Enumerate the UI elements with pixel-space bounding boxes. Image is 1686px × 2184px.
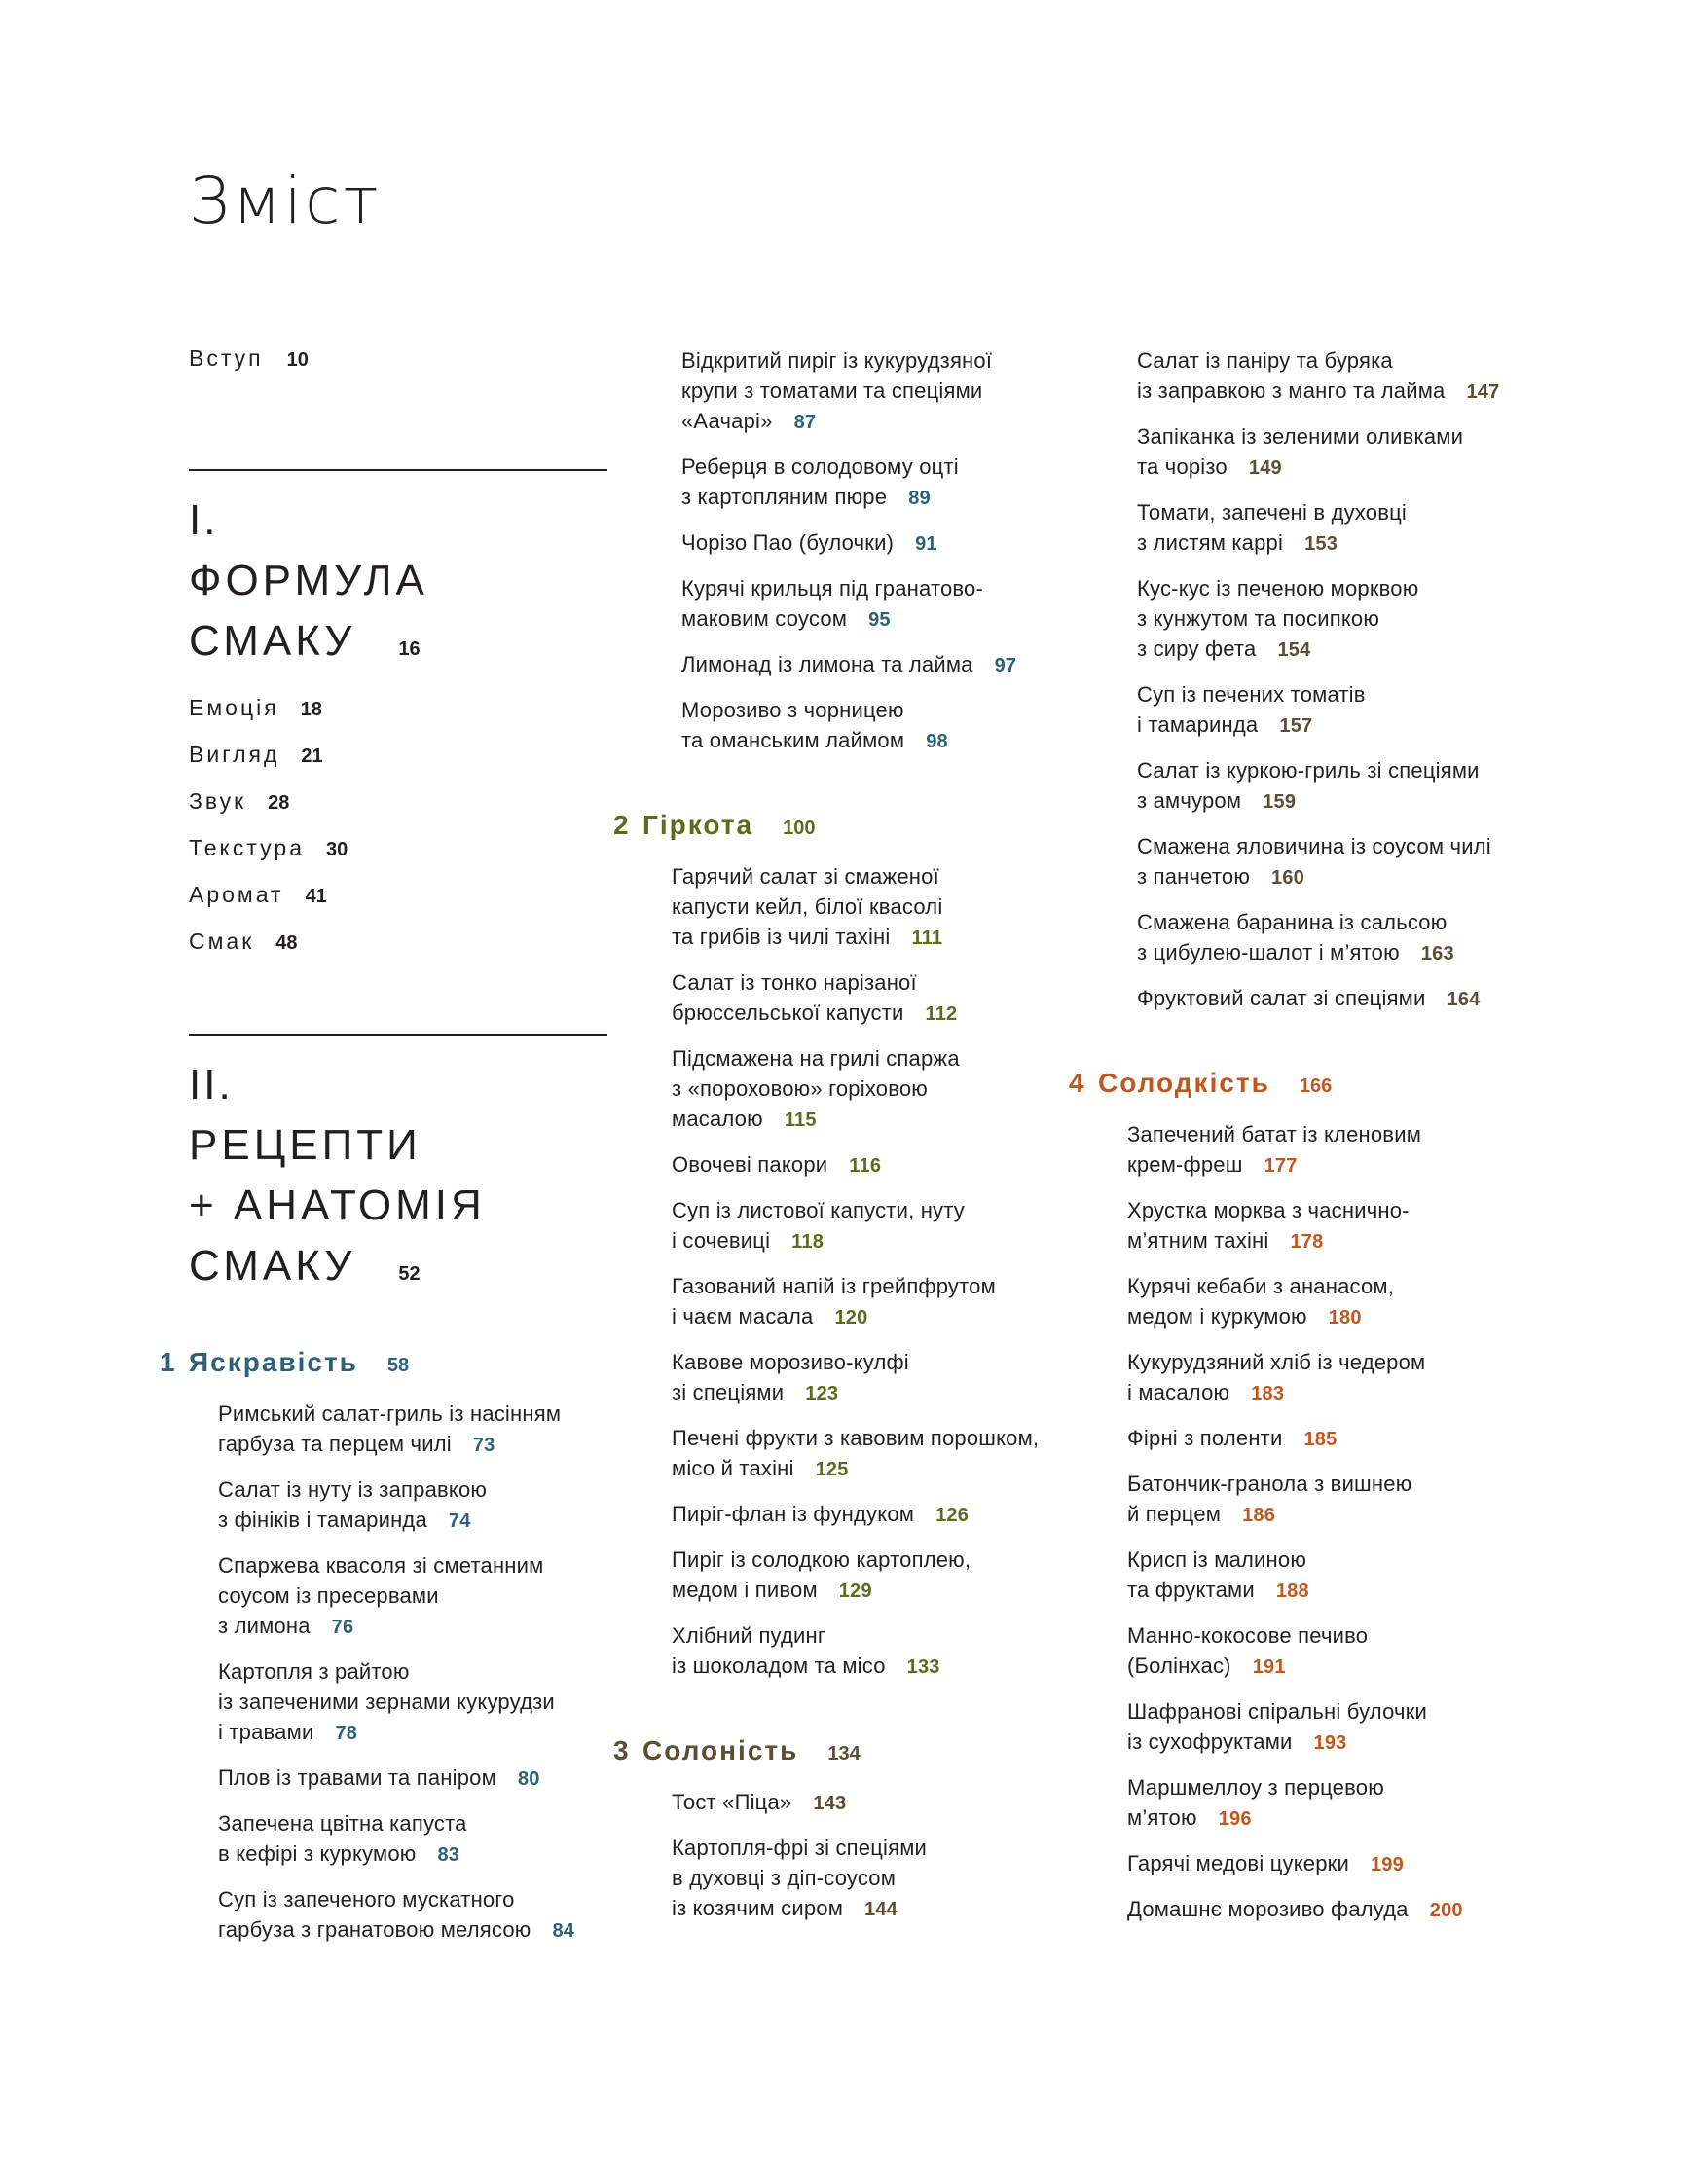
toc-entry-line: Реберця в солодовому оцті — [681, 455, 959, 479]
toc-entry[interactable] — [672, 1545, 1090, 1607]
toc-entry-line: Печені фрукти з кавовим порошком, — [672, 1426, 1040, 1450]
toc-entry-line: маковим соусом — [681, 606, 848, 631]
toc-entry-line: Плов із травами та паніром — [218, 1765, 496, 1790]
toc-entry[interactable] — [1127, 1195, 1556, 1257]
toc-entry-line: із сухофруктами — [1127, 1729, 1293, 1754]
toc-entry-line: Гарячі медові цукерки — [1127, 1851, 1349, 1875]
toc-entry[interactable] — [672, 1620, 1090, 1683]
section-saltiness-continued — [1137, 346, 1556, 1015]
part1-item-label: Текстура — [189, 835, 305, 860]
toc-entry-line: Римський салат-гриль із насінням — [218, 1401, 562, 1426]
toc-entry[interactable] — [218, 1884, 607, 1947]
part2-page: 52 — [398, 1263, 421, 1285]
toc-entry-page: 97 — [994, 655, 1017, 676]
toc-entry-line: Крисп із малиною — [1127, 1547, 1307, 1572]
toc-entry-page: 87 — [793, 412, 817, 433]
toc-entry[interactable] — [1127, 1696, 1556, 1759]
toc-entry[interactable] — [681, 346, 1090, 438]
toc-entry-page: 89 — [908, 488, 931, 509]
toc-entry-line: Лимонад із лимона та лайма — [681, 652, 973, 676]
toc-entry-line: в кефірі з куркумою — [218, 1841, 417, 1866]
toc-entry[interactable] — [1137, 497, 1556, 560]
toc-entry-page: 180 — [1328, 1307, 1362, 1329]
toc-entry-page: 160 — [1271, 867, 1305, 889]
toc-entry-line: Гарячий салат зі смаженої — [672, 864, 939, 889]
toc-entry-page: 91 — [915, 533, 937, 555]
section-brightness-continued — [681, 346, 1090, 757]
toc-entry-line: Картопля з райтою — [218, 1659, 410, 1684]
part1-item[interactable] — [189, 685, 607, 732]
part1-item-page: 18 — [300, 699, 322, 720]
toc-entry-page: 83 — [437, 1844, 460, 1866]
toc-entry[interactable] — [672, 967, 1090, 1030]
toc-entry[interactable] — [672, 1787, 1090, 1819]
toc-entry-page: 188 — [1275, 1581, 1309, 1602]
toc-entry-line: з цибулею-шалот і м’ятою — [1137, 940, 1400, 965]
toc-entry-line: Батончик-гранола з вишнею — [1127, 1472, 1412, 1496]
toc-entry[interactable] — [681, 573, 1090, 636]
toc-entry[interactable] — [672, 861, 1090, 954]
toc-entry-page: 129 — [838, 1581, 872, 1602]
toc-entry-line: і сочевиці — [672, 1228, 771, 1253]
toc-entry-line: із запеченими зернами кукурудзи — [218, 1690, 555, 1714]
toc-entry[interactable] — [1127, 1119, 1556, 1182]
section-title: Солоність — [642, 1735, 799, 1765]
toc-entry-line: Салат із куркою-гриль зі спеціями — [1137, 758, 1480, 783]
toc-entry[interactable] — [672, 1833, 1090, 1925]
section-entries — [672, 861, 1090, 1683]
toc-entry-line: й перцем — [1127, 1502, 1222, 1526]
toc-entry-line: «Аачарі» — [681, 409, 773, 433]
toc-entry-line: Маршмеллоу з перцевою — [1127, 1775, 1384, 1800]
toc-entry-page: 78 — [335, 1723, 358, 1744]
toc-entry[interactable] — [1127, 1347, 1556, 1409]
toc-entry-page: 115 — [784, 1110, 817, 1131]
intro-page: 10 — [286, 349, 309, 371]
toc-entry-line: з амчуром — [1137, 788, 1242, 813]
section-index: 1 — [160, 1347, 177, 1377]
toc-entry[interactable] — [218, 1550, 607, 1643]
toc-entry-line: Курячі крильця під гранатово- — [681, 576, 984, 601]
part2-title-line — [189, 1236, 607, 1304]
toc-entry-line: Чорізо Пао (булочки) — [681, 530, 895, 555]
toc-entry-page: 199 — [1370, 1854, 1404, 1875]
toc-entry-line: зі спеціями — [672, 1380, 785, 1404]
toc-entry[interactable] — [218, 1656, 607, 1749]
toc-entry[interactable] — [218, 1763, 607, 1795]
toc-entry-line: Підсмажена на грилі спаржа — [672, 1046, 960, 1071]
part1-item-page: 28 — [268, 792, 290, 814]
toc-entry[interactable] — [672, 1195, 1090, 1257]
toc-entry[interactable] — [1127, 1271, 1556, 1333]
toc-entry-page: 120 — [834, 1307, 868, 1329]
toc-entry-page: 200 — [1429, 1900, 1463, 1921]
toc-entry-line: Спаржева квасоля зі сметанним — [218, 1553, 544, 1578]
toc-entry-line: з лимона — [218, 1614, 311, 1638]
toc-entry-page: 178 — [1290, 1231, 1324, 1253]
toc-entry-line: крем-фреш — [1127, 1152, 1243, 1177]
toc-entry[interactable] — [672, 1499, 1090, 1531]
part2-title-line-text: СМАКУ — [189, 1242, 356, 1290]
toc-entry[interactable] — [1137, 573, 1556, 666]
section-entries — [1127, 1119, 1556, 1926]
toc-entry-page: 183 — [1251, 1383, 1285, 1404]
section-sweetness — [1069, 1064, 1556, 1926]
toc-entry[interactable] — [1137, 679, 1556, 742]
part2-title-line: РЕЦЕПТИ — [189, 1121, 422, 1169]
toc-entry-line: із козячим сиром — [672, 1896, 844, 1920]
toc-entry-page: 123 — [805, 1383, 839, 1404]
toc-entry-line: Фірні з поленти — [1127, 1426, 1283, 1450]
toc-entry-line: і тамаринда — [1137, 712, 1259, 737]
toc-entry-line: Пиріг-флан із фундуком — [672, 1502, 915, 1526]
toc-column-3 — [1069, 346, 1556, 1940]
toc-column-2 — [613, 346, 1090, 1939]
toc-entry-page: 163 — [1420, 943, 1454, 965]
section-heading[interactable] — [1069, 1064, 1556, 1106]
toc-entry-line: Кавове морозиво-кулфі — [672, 1350, 909, 1374]
toc-entry-line: і чаєм масала — [672, 1304, 814, 1329]
section-brightness — [160, 1343, 607, 1947]
part1-page: 16 — [398, 638, 421, 660]
toc-entry-page: 80 — [517, 1768, 540, 1790]
section-entries — [218, 1399, 607, 1947]
toc-entry-line: з сиру фета — [1137, 637, 1257, 661]
toc-entry[interactable] — [1127, 1772, 1556, 1835]
toc-entry-line: Запечена цвітна капуста — [218, 1811, 467, 1836]
section-bitterness — [613, 806, 1090, 1683]
toc-entry-line: Хрустка морква з часнично- — [1127, 1198, 1410, 1222]
toc-entry-line: з кунжутом та посипкою — [1137, 606, 1380, 631]
toc-entry-page: 154 — [1277, 639, 1311, 661]
toc-entry-line: Морозиво з чорницею — [681, 698, 904, 722]
toc-entry-line: Суп із печених томатів — [1137, 682, 1366, 707]
toc-entry-line: Манно-кокосове печиво — [1127, 1623, 1369, 1648]
toc-entry-page: 84 — [552, 1920, 575, 1942]
toc-entry-line: Томати, запечені в духовці — [1137, 500, 1408, 525]
part1-item[interactable] — [189, 919, 607, 965]
section-page: 58 — [386, 1355, 410, 1376]
toc-entry-line: в духовці з діп-соусом — [672, 1866, 897, 1890]
toc-entry-line: та фруктами — [1127, 1578, 1255, 1602]
section-index: 4 — [1069, 1068, 1086, 1098]
toc-entry[interactable] — [1127, 1469, 1556, 1531]
toc-entry[interactable] — [218, 1474, 607, 1537]
part1-title-line-text: СМАКУ — [189, 617, 356, 665]
section-heading[interactable] — [613, 1731, 1090, 1773]
part1-item[interactable] — [189, 872, 607, 919]
toc-entry-line: медом і пивом — [672, 1578, 818, 1602]
toc-entry-line: гарбуза з гранатовою мелясою — [218, 1917, 531, 1942]
toc-entry-line: Відкритий пиріг із кукурудзяної — [681, 348, 993, 373]
toc-entry[interactable] — [681, 452, 1090, 514]
toc-entry[interactable] — [1137, 755, 1556, 818]
toc-entry-line: Тост «Піца» — [672, 1790, 792, 1814]
toc-entry-line: Пиріг із солодкою картоплею, — [672, 1547, 971, 1572]
toc-entry-page: 143 — [813, 1793, 847, 1814]
toc-entry-line: Домашнє морозиво фалуда — [1127, 1897, 1409, 1921]
section-heading[interactable] — [613, 806, 1090, 848]
intro-label: Вступ — [189, 346, 264, 371]
toc-entry[interactable] — [1127, 1545, 1556, 1607]
toc-entry-line: і масалою — [1127, 1380, 1230, 1404]
toc-entry[interactable] — [681, 528, 1090, 560]
toc-entry-line: Картопля-фрі зі спеціями — [672, 1836, 928, 1860]
toc-entry-page: 118 — [791, 1231, 825, 1253]
toc-entry-page: 191 — [1252, 1656, 1286, 1678]
section-index: 2 — [613, 810, 631, 840]
section-page: 100 — [783, 818, 816, 839]
part1-item-label: Аромат — [189, 882, 284, 907]
toc-entry-line: з картопляним пюре — [681, 485, 888, 509]
toc-entry-line: місо й тахіні — [672, 1456, 794, 1480]
toc-entry-line: Фруктовий салат зі спеціями — [1137, 986, 1426, 1010]
part1-item-label: Емоція — [189, 695, 279, 720]
toc-entry-line: та оманським лаймом — [681, 728, 905, 752]
part1-item[interactable] — [189, 825, 607, 872]
part1-item-page: 48 — [275, 932, 298, 954]
part1-item-page: 21 — [301, 746, 323, 767]
part2-divider — [189, 1034, 607, 1036]
toc-entry-line: з фініків і тамаринда — [218, 1508, 427, 1532]
section-heading[interactable] — [160, 1343, 607, 1385]
part1-item[interactable] — [189, 779, 607, 825]
toc-entry[interactable] — [1127, 1423, 1556, 1455]
page-title: Зміст — [189, 164, 382, 238]
toc-entry[interactable] — [1137, 346, 1556, 408]
toc-entry[interactable] — [672, 1043, 1090, 1136]
toc-entry[interactable] — [1127, 1620, 1556, 1683]
toc-entry-page: 157 — [1279, 715, 1313, 737]
toc-entry-line: Салат із тонко нарізаної — [672, 970, 917, 995]
toc-entry[interactable] — [672, 1271, 1090, 1333]
part1-item-page: 41 — [305, 886, 327, 907]
toc-entry-line: масалою — [672, 1107, 763, 1131]
toc-entry-line: Газований напій із грейпфрутом — [672, 1274, 996, 1298]
toc-entry-line: медом і куркумою — [1127, 1304, 1307, 1329]
section-saltiness — [613, 1731, 1090, 1925]
section-entries — [672, 1787, 1090, 1925]
toc-entry[interactable] — [1137, 831, 1556, 893]
toc-entry-page: 98 — [926, 731, 948, 752]
toc-entry-line: Кус-кус із печеною морквою — [1137, 576, 1419, 601]
toc-entry[interactable] — [218, 1399, 607, 1461]
toc-entry-page: 196 — [1218, 1808, 1252, 1830]
toc-entry-line: Смажена баранина із сальсою — [1137, 910, 1448, 934]
section-page: 166 — [1299, 1075, 1333, 1097]
part1-heading[interactable] — [189, 491, 607, 679]
toc-entry-intro[interactable] — [189, 346, 607, 372]
toc-entry[interactable] — [1127, 1848, 1556, 1880]
toc-entry-line: із шоколадом та місо — [672, 1654, 886, 1678]
toc-column-1 — [160, 346, 607, 1960]
part2-roman: II. — [189, 1061, 234, 1109]
toc-entry[interactable] — [1127, 1894, 1556, 1926]
toc-entry[interactable] — [681, 695, 1090, 757]
toc-entry-line: Курячі кебаби з ананасом, — [1127, 1274, 1395, 1298]
part1-items — [189, 685, 607, 965]
toc-entry[interactable] — [1137, 983, 1556, 1015]
section-page: 134 — [827, 1743, 861, 1765]
part2-title-line: + АНАТОМІЯ — [189, 1182, 486, 1229]
toc-entry-page: 116 — [849, 1155, 882, 1177]
part1-item-label: Смак — [189, 928, 255, 954]
toc-entry-line: з «пороховою» горіховою — [672, 1076, 928, 1101]
toc-entry-page: 193 — [1313, 1732, 1347, 1754]
part1-roman: I. — [189, 496, 219, 544]
toc-entry-line: Смажена яловичина із соусом чилі — [1137, 834, 1491, 858]
toc-entry-line: брюссельської капусти — [672, 1001, 904, 1025]
toc-entry-line: та чорізо — [1137, 455, 1228, 479]
toc-entry[interactable] — [218, 1808, 607, 1871]
part1-title-line: ФОРМУЛА — [189, 557, 428, 604]
toc-entry-line: м’ятою — [1127, 1805, 1197, 1830]
toc-entry-page: 147 — [1466, 382, 1500, 403]
toc-entry[interactable] — [672, 1423, 1090, 1485]
toc-entry-page: 149 — [1248, 457, 1282, 479]
toc-entry-line: Суп із запеченого мускатного — [218, 1887, 515, 1911]
toc-entry-line: та грибів із чилі тахіні — [672, 925, 891, 949]
toc-entry-page: 153 — [1304, 533, 1338, 555]
toc-entry-page: 95 — [868, 609, 891, 631]
toc-entry-line: із заправкою з манго та лайма — [1137, 379, 1446, 403]
toc-entry-line: крупи з томатами та спеціями — [681, 379, 983, 403]
toc-entry-page: 186 — [1242, 1505, 1276, 1526]
toc-entry[interactable] — [1137, 907, 1556, 969]
part2-heading[interactable] — [189, 1055, 607, 1304]
toc-entry-page: 164 — [1447, 989, 1481, 1010]
toc-entry-page: 125 — [815, 1459, 849, 1480]
toc-entry-line: Овочеві пакори — [672, 1152, 828, 1177]
toc-entry-page: 76 — [331, 1617, 354, 1638]
toc-entry-page: 177 — [1264, 1155, 1298, 1177]
toc-entry-line: Запіканка із зеленими оливками — [1137, 424, 1464, 449]
toc-entry-line: Шафранові спіральні булочки — [1127, 1699, 1428, 1724]
toc-entry-line: Салат із паніру та буряка — [1137, 348, 1393, 373]
toc-entry-page: 111 — [911, 928, 943, 949]
toc-entry-page: 185 — [1303, 1429, 1338, 1450]
toc-entry-line: і травами — [218, 1720, 314, 1744]
toc-entry-page: 144 — [864, 1899, 898, 1920]
toc-entry-line: Салат із нуту із заправкою — [218, 1477, 488, 1502]
toc-entry-page: 73 — [472, 1435, 495, 1456]
section-title: Яскравість — [189, 1347, 358, 1377]
toc-entry-line: м’ятним тахіні — [1127, 1228, 1269, 1253]
toc-entry-line: (Болінхас) — [1127, 1654, 1231, 1678]
toc-entry-line: Хлібний пудинг — [672, 1623, 826, 1648]
toc-entry[interactable] — [1137, 421, 1556, 484]
toc-entry-line: Кукурудзяний хліб із чедером — [1127, 1350, 1426, 1374]
toc-entry-page: 159 — [1263, 791, 1297, 813]
section-title: Гіркота — [642, 810, 754, 840]
toc-entry-line: соусом із пресервами — [218, 1583, 439, 1608]
toc-entry-page: 112 — [925, 1003, 958, 1025]
toc-entry-line: з листям каррі — [1137, 530, 1284, 555]
part1-item-label: Вигляд — [189, 742, 280, 767]
toc-entry-page: 133 — [906, 1656, 940, 1678]
toc-entry[interactable] — [681, 649, 1090, 681]
part1-item-page: 30 — [326, 839, 348, 860]
toc-entry-page: 126 — [935, 1505, 970, 1526]
part1-divider — [189, 469, 607, 471]
toc-entry-line: Суп із листової капусти, нуту — [672, 1198, 965, 1222]
toc-entry-line: капусти кейл, білої квасолі — [672, 894, 943, 919]
toc-entry-line: Запечений батат із кленовим — [1127, 1122, 1422, 1147]
toc-entry-line: з панчетою — [1137, 864, 1251, 889]
part1-item-label: Звук — [189, 788, 247, 814]
section-title: Солодкість — [1098, 1068, 1270, 1098]
section-index: 3 — [613, 1735, 631, 1765]
part1-item[interactable] — [189, 732, 607, 779]
toc-entry[interactable] — [672, 1149, 1090, 1182]
toc-entry-page: 74 — [448, 1511, 471, 1532]
toc-entry[interactable] — [672, 1347, 1090, 1409]
toc-entry-line: гарбуза та перцем чилі — [218, 1432, 452, 1456]
part1-title-line — [189, 611, 607, 679]
